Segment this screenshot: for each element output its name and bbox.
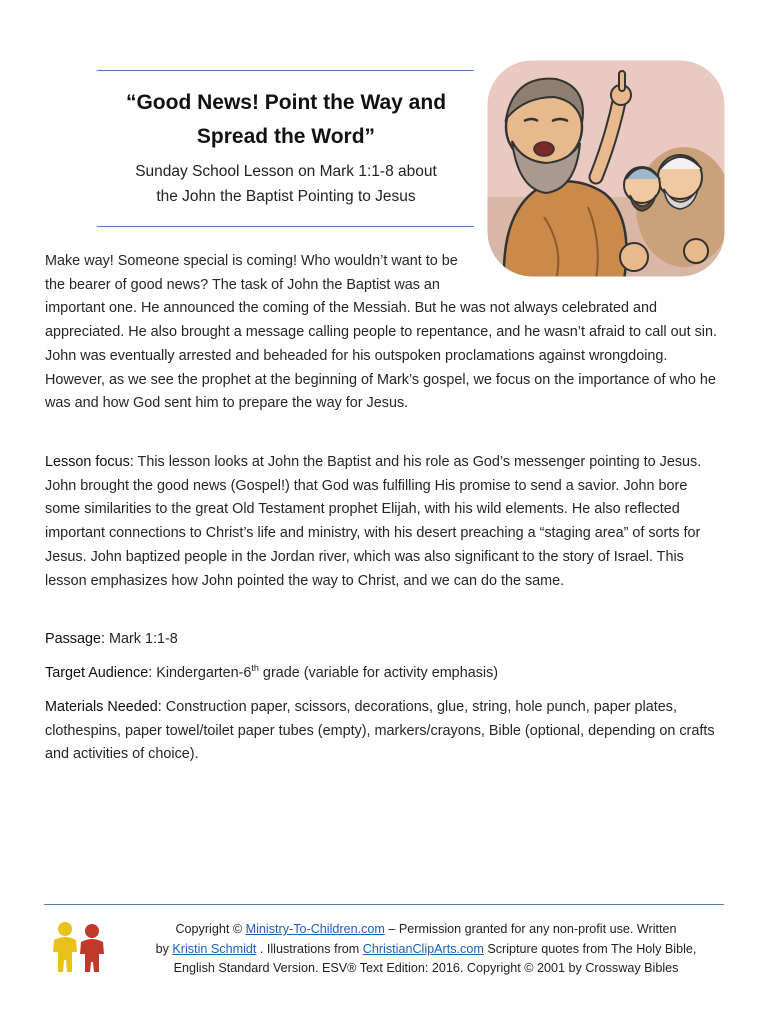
lesson-focus-label: Lesson focus: <box>45 454 134 470</box>
header-top-rule <box>97 70 474 71</box>
illustration-wrap-spacer <box>475 250 723 290</box>
by-text: by <box>155 941 173 956</box>
permission-text: – Permission granted for any non-profit use. Written <box>384 922 677 936</box>
intro-text: Make way! Someone special is coming! Who wouldn’t want to be the bearer of good news? The task of John the Baptist was an important one. He announced the coming of the Messiah. But he was not always celebrated and appreciated. He also brought a message calling people to repentance, and he wasn’t afraid to call out sin. John was eventually arrested and beheaded for his outspoken proclamations against wrongdoing. However, as we see the prophet at the beginning of Mark’s gospel, we focus on the importance of who he was and how God sent him to prepare the way for Jesus. <box>45 253 717 412</box>
footer-line-1 <box>120 920 732 940</box>
materials-paragraph <box>45 696 723 767</box>
header-bottom-rule <box>97 226 474 227</box>
lesson-focus-paragraph <box>45 451 723 593</box>
title-line-1: “Good News! Point the Way and <box>125 91 447 114</box>
subtitle-line-1: Sunday School Lesson on Mark 1:1-8 about <box>135 163 437 180</box>
target-audience-label: Target Audience: <box>45 665 153 681</box>
intro-paragraph <box>45 250 723 416</box>
lesson-subtitle <box>96 159 476 209</box>
passage-label: Passage: <box>45 631 106 647</box>
grade-superscript: th <box>251 663 259 674</box>
scripture-text: Scripture quotes from The Holy Bible, <box>483 941 697 956</box>
passage-text: Mark 1:1-8 <box>105 631 178 647</box>
footer-copyright <box>120 920 732 979</box>
footer-rule <box>44 904 724 905</box>
author-link[interactable]: Kristin Schmidt <box>172 941 257 956</box>
john-the-baptist-illustration <box>484 57 728 280</box>
lesson-focus-text: This lesson looks at John the Baptist and his role as God’s messenger pointing to Jesus. John brought the good news (Gospel!) that God was fulfilling His promise to send a savior. John bore some similarities to the great Old Testament prophet Elijah, with his wild elements. He also reflected important connections to Christ’s life and ministry, with his desert preaching a “staging area” of sorts for Jesus. John baptized people in the Jordan river, which was also significant to the story of Israel. This lesson emphasizes how John pointed the way to Christ, and we can do the same. <box>45 454 702 589</box>
passage-paragraph <box>45 628 723 652</box>
title-line-2: Spread the Word” <box>196 125 376 148</box>
lesson-title <box>90 86 482 154</box>
materials-label: Materials Needed: <box>45 699 162 715</box>
materials-text: Construction paper, scissors, decorations, glue, string, hole punch, paper plates, clothespins, paper towel/toilet paper tubes (empty), markers/crayons, Bible (optional, depending on crafts and activities of choice). <box>45 699 715 763</box>
target-audience-paragraph <box>45 662 723 686</box>
ministry-people-logo-icon <box>46 918 116 974</box>
footer-line-3: English Standard Version. ESV® Text Edition: 2016. Copyright © 2001 by Crossway Bibles <box>173 961 679 975</box>
copyright-prefix: Copyright © <box>175 922 246 936</box>
target-audience-text-end: grade (variable for activity emphasis) <box>258 665 499 681</box>
christian-clip-arts-link[interactable]: ChristianClipArts.com <box>362 941 484 956</box>
illustrations-text: . Illustrations from <box>256 941 363 956</box>
ministry-to-children-link[interactable]: Ministry-To-Children.com <box>245 922 385 936</box>
subtitle-line-2: the John the Baptist Pointing to Jesus <box>156 188 416 205</box>
target-audience-text: Kindergarten-6 <box>152 665 252 681</box>
footer-line-2 <box>120 940 732 960</box>
